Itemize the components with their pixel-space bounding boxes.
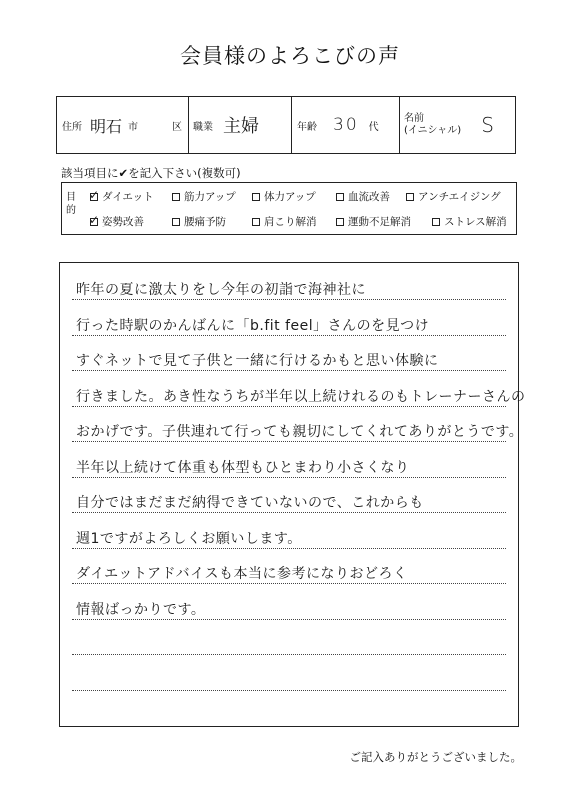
purpose-checklist [61, 182, 517, 235]
option-shoulder[interactable] [252, 214, 336, 229]
comment-line-text: 情報ばっかりです。 [76, 601, 206, 618]
comment-line-text: ダイエットアドバイスも本当に参考になりおどろく [76, 566, 408, 582]
ruled-line [72, 335, 506, 336]
option-label: 姿勢改善 [102, 216, 144, 228]
checkbox[interactable] [406, 193, 414, 201]
ruled-line [72, 477, 506, 478]
ruled-line [72, 441, 506, 442]
instruction-text: 該当項目に✔を記入下さい(複数可) [61, 166, 241, 180]
purpose-label: 目的 [66, 192, 76, 216]
name-cell [399, 97, 515, 153]
job-cell [188, 97, 291, 153]
address-label: 住所 [62, 121, 82, 133]
checkbox[interactable] [252, 218, 260, 226]
checkbox[interactable] [172, 193, 180, 201]
option-backpain[interactable] [172, 214, 252, 229]
option-label: アンチエイジング [418, 191, 501, 203]
age-value: 30 [333, 115, 359, 135]
comment-line-text: 昨年の夏に激太りをし今年の初詣で海神社に [76, 282, 366, 298]
job-value: 主婦 [223, 116, 259, 137]
address-cell [57, 97, 188, 153]
address-city-label: 市 [128, 121, 139, 133]
ruled-line [72, 548, 506, 549]
comment-line-text: 半年以上続けて体重も体型もひとまわり小さくなり [76, 459, 410, 476]
option-circulation[interactable] [336, 189, 406, 204]
option-muscle[interactable] [172, 189, 252, 204]
checklist-row-2 [90, 214, 512, 229]
page-title: 会員様のよろこびの声 [180, 44, 400, 68]
checkbox[interactable] [432, 218, 440, 226]
name-label-main: 名前 [404, 112, 424, 124]
comment-line-text: 行きました。あき性なうちが半年以上続けれるのもトレーナーさんの [76, 388, 526, 405]
name-value: S [481, 113, 494, 137]
name-label-sub: (イニシャル) [404, 125, 462, 136]
option-label: 筋力アップ [184, 191, 236, 203]
age-label: 年齢 [297, 121, 317, 133]
checkbox[interactable] [336, 218, 344, 226]
job-label: 職業 [193, 121, 213, 133]
address-ward-label: 区 [172, 121, 182, 133]
option-label: 肩こり解消 [264, 216, 317, 228]
ruled-line [72, 512, 506, 513]
ruled-line [72, 619, 506, 620]
option-antiaging[interactable] [406, 189, 506, 204]
comment-line-text: 行った時駅のかんばんに「b.fit feel」さんのを見つけ [76, 317, 430, 334]
ruled-line [72, 299, 506, 300]
comment-line-text: 自分ではまだまだ納得できていないので、これからも [76, 495, 424, 511]
comment-line-text: おかげです。子供連れて行っても親切にしてくれてありがとうです。 [76, 424, 524, 440]
option-stamina[interactable] [252, 189, 336, 204]
info-table [56, 96, 516, 154]
option-label: ダイエット [102, 191, 154, 203]
comment-line-text: 週1ですがよろしくお願いします。 [76, 530, 302, 547]
option-stress[interactable] [432, 214, 512, 229]
ruled-line [72, 406, 506, 407]
ruled-line [72, 690, 506, 691]
age-cell [291, 97, 399, 153]
age-unit: 代 [368, 121, 379, 133]
option-posture[interactable] [90, 214, 172, 229]
ruled-line [72, 583, 506, 584]
comment-box [59, 262, 526, 727]
option-exercise[interactable] [336, 214, 432, 229]
checkbox[interactable] [172, 218, 180, 226]
checkbox[interactable] [90, 218, 98, 226]
checklist-row-1 [90, 189, 506, 204]
option-label: 血流改善 [348, 191, 390, 203]
checkbox[interactable] [252, 193, 260, 201]
name-label [404, 113, 461, 138]
option-label: 体力アップ [264, 191, 316, 203]
comment-line-text: すぐネットで見て子供と一緒に行けるかもと思い体験に [76, 353, 439, 369]
option-label: 腰痛予防 [184, 216, 226, 228]
option-label: ストレス解消 [444, 216, 507, 228]
thanks-text: ご記入ありがとうございました。 [349, 750, 522, 764]
address-value: 明石 [90, 116, 123, 136]
checkbox[interactable] [336, 193, 344, 201]
option-label: 運動不足解消 [348, 216, 411, 228]
checkbox[interactable] [90, 193, 98, 201]
ruled-line [72, 370, 506, 371]
option-diet[interactable] [90, 189, 172, 204]
ruled-line [72, 654, 506, 655]
